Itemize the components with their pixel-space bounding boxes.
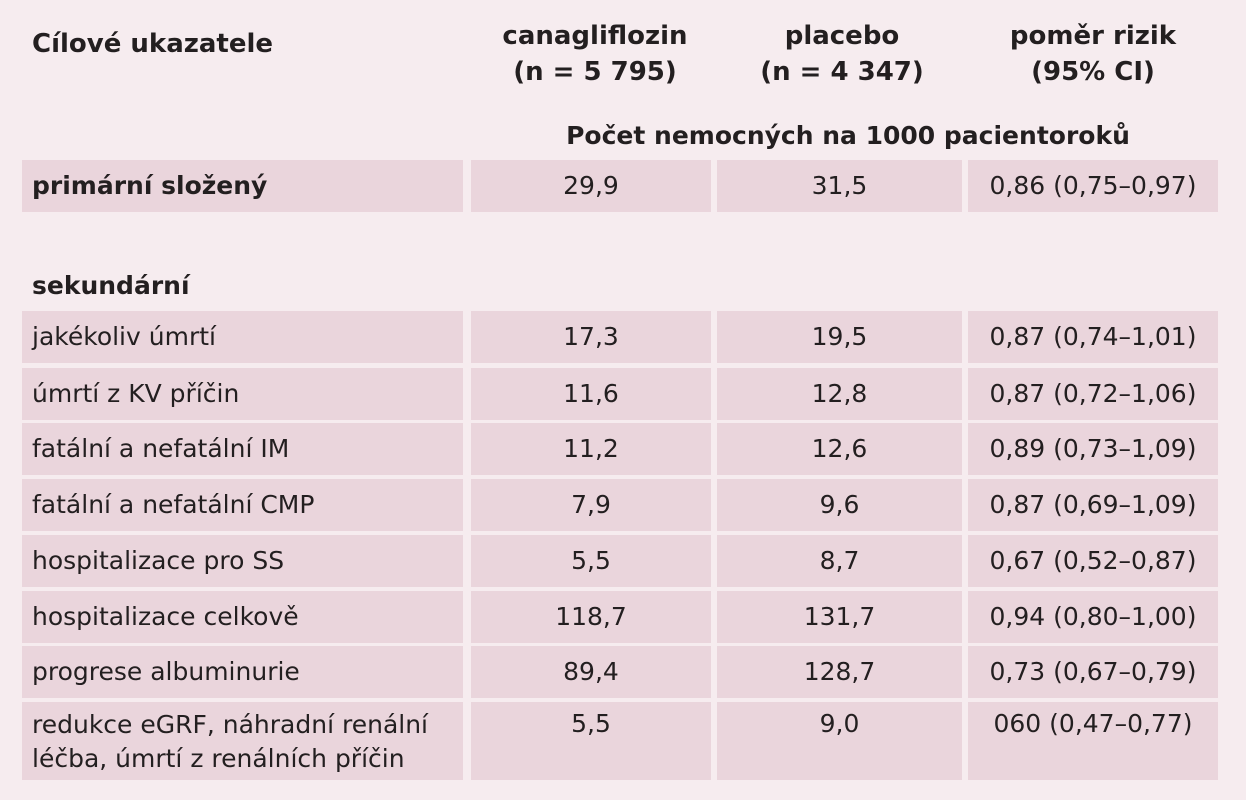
value-placebo: 131,7 [717,591,962,643]
table-row [0,479,1246,531]
table-row [0,702,1246,780]
header-placebo-name: placebo [784,21,900,51]
row-label [22,702,463,780]
table-row [0,591,1246,643]
value-placebo: 12,8 [717,368,962,420]
section-title-secondary: sekundární [32,271,190,300]
value-hazard-ratio: 0,87 (0,74–1,01) [968,311,1218,363]
value-hazard-ratio: 0,86 (0,75–0,97) [968,160,1218,212]
value-canagliflozin: 89,4 [471,646,711,698]
table-subheader: Počet nemocných na 1000 pacientoroků [566,121,1130,150]
header-placebo-n: (n = 4 347) [760,57,924,87]
row-label: jakékoliv úmrtí [22,311,463,363]
header-canagliflozin-n: (n = 5 795) [513,57,677,87]
value-canagliflozin: 5,5 [471,702,711,780]
value-placebo: 12,6 [717,423,962,475]
header-hazard-ratio [968,18,1218,90]
value-hazard-ratio: 0,73 (0,67–0,79) [968,646,1218,698]
value-placebo: 9,6 [717,479,962,531]
value-hazard-ratio: 0,87 (0,72–1,06) [968,368,1218,420]
value-canagliflozin: 5,5 [471,535,711,587]
value-canagliflozin: 29,9 [471,160,711,212]
header-endpoints: Cílové ukazatele [32,29,274,59]
row-label-line: léčba, úmrtí z renálních příčin [32,744,405,773]
value-placebo: 19,5 [717,311,962,363]
value-hazard-ratio: 0,67 (0,52–0,87) [968,535,1218,587]
table-row [0,368,1246,420]
value-hazard-ratio: 0,87 (0,69–1,09) [968,479,1218,531]
row-label-line: redukce eGRF, náhradní renální [32,710,428,739]
value-canagliflozin: 11,6 [471,368,711,420]
table-row-primary [0,160,1246,212]
value-placebo: 8,7 [717,535,962,587]
value-placebo: 128,7 [717,646,962,698]
row-label: úmrtí z KV příčin [22,368,463,420]
table-row [0,311,1246,363]
row-label: progrese albuminurie [22,646,463,698]
row-label: hospitalizace celkově [22,591,463,643]
value-placebo: 31,5 [717,160,962,212]
table-row [0,646,1246,698]
header-canagliflozin [475,18,715,90]
value-canagliflozin: 17,3 [471,311,711,363]
value-canagliflozin: 11,2 [471,423,711,475]
row-label: hospitalizace pro SS [22,535,463,587]
header-hazard-ratio-name: poměr rizik [1009,21,1177,51]
table-header [0,18,1246,108]
row-label: primární složený [22,160,463,212]
value-canagliflozin: 7,9 [471,479,711,531]
value-hazard-ratio: 0,94 (0,80–1,00) [968,591,1218,643]
value-hazard-ratio: 060 (0,47–0,77) [968,702,1218,780]
header-canagliflozin-name: canagliflozin [502,21,688,51]
value-canagliflozin: 118,7 [471,591,711,643]
value-placebo: 9,0 [717,702,962,780]
header-placebo [722,18,962,90]
table-row [0,423,1246,475]
value-hazard-ratio: 0,89 (0,73–1,09) [968,423,1218,475]
row-label: fatální a nefatální CMP [22,479,463,531]
table-row [0,535,1246,587]
header-hazard-ratio-ci: (95% CI) [1031,57,1155,87]
row-label: fatální a nefatální IM [22,423,463,475]
